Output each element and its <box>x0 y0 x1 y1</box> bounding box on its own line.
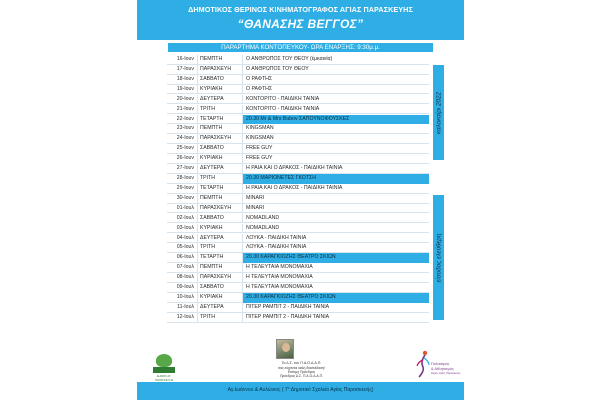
schedule-day: ΣΑΒΒΑΤΟ <box>197 214 243 224</box>
culture-logo-line-2: & Αθλητισμός <box>431 367 454 371</box>
schedule-film: Η ΡΑΙΑ ΚΑΙ Ο ΔΡΑΚΟΣ - ΠΑΙΔΙΚΗ ΤΑΙΝΙΑ <box>246 184 343 191</box>
cinema-title: ΔΗΜΟΤΙΚΟΣ ΘΕΡΙΝΟΣ ΚΙΝΗΜΑΤΟΓΡΑΦΟΣ ΑΓΙΑΣ ΠΑΡΑΣΚΕΥΗΣ <box>188 5 413 14</box>
schedule-date: 26-Ιουν <box>176 155 194 162</box>
schedule-film: ΚΟΝΤΟΡΙΤΟ - ΠΑΙΔΙΚΗ ΤΑΙΝΙΑ <box>246 105 320 112</box>
schedule-day: ΔΕΥΤΕΡΑ <box>197 164 243 174</box>
schedule-day: ΠΕΜΠΤΗ <box>197 194 243 204</box>
schedule-day: ΔΕΥΤΕΡΑ <box>197 234 243 244</box>
signature-line-1: Τα Δ.Σ. του Π.Α.Ο.Δ.Α.Π. <box>281 361 322 365</box>
municipality-logo <box>153 354 175 382</box>
schedule-row <box>167 95 429 105</box>
culture-logo-line-1: Πολιτισμός <box>431 362 450 366</box>
schedule-row <box>167 313 429 323</box>
schedule-row <box>167 124 429 134</box>
schedule-day: ΚΥΡΙΑΚΗ <box>197 293 243 303</box>
president-photo <box>276 339 294 359</box>
schedule-row <box>167 85 429 95</box>
schedule-row <box>167 115 429 125</box>
schedule-date: 23-Ιουν <box>176 125 194 132</box>
schedule-row <box>167 303 429 313</box>
schedule-date: 27-Ιουν <box>176 165 194 172</box>
schedule-day: ΚΥΡΙΑΚΗ <box>197 154 243 164</box>
side-label-season-text: καλοκαίρι 2022 <box>435 91 442 134</box>
schedule-event: 20.30 ΚΑΡΑΓΚΙΟΖΗΣ ΘΕΑΤΡΟ ΣΚΙΩΝ <box>243 293 429 303</box>
schedule-film: ΠΙΤΕΡ ΡΑΜΠΙΤ 2 - ΠΑΙΔΙΚΗ ΤΑΙΝΙΑ <box>246 304 330 310</box>
schedule-row <box>167 105 429 115</box>
schedule-row <box>167 134 429 144</box>
tree-icon <box>156 354 172 367</box>
schedule-day: ΠΑΡΑΣΚΕΥΗ <box>197 134 243 144</box>
schedule-film: Η ΤΕΛΕΥΤΑΙΑ ΜΟΝΟΜΑΧΙΑ <box>246 274 313 281</box>
schedule-film: ΛΟΥΚΑ - ΠΑΙΔΙΚΗ ΤΑΙΝΙΑ <box>246 244 307 251</box>
schedule-row <box>167 243 429 253</box>
schedule-event: 20.30 ΜΑΡΙΟΝΕΤΕΣ ΓΚΟΤΣΗ <box>243 174 429 184</box>
schedule-row <box>167 184 429 194</box>
schedule-row <box>167 65 429 75</box>
schedule-date: 22-Ιουν <box>176 115 194 122</box>
schedule-date: 12-Ιουλ <box>176 313 194 320</box>
schedule-date: 07-Ιουλ <box>176 264 194 271</box>
schedule-film: NOMADLAND <box>246 224 280 231</box>
schedule-row <box>167 174 429 184</box>
schedule-row <box>167 283 429 293</box>
schedule-film: ΚΟΝΤΟΡΙΤΟ - ΠΑΙΔΙΚΗ ΤΑΙΝΙΑ <box>246 95 320 102</box>
schedule-film: Η ΡΑΙΑ ΚΑΙ Ο ΔΡΑΚΟΣ - ΠΑΙΔΙΚΗ ΤΑΙΝΙΑ <box>246 165 343 172</box>
schedule-day: ΔΕΥΤΕΡΑ <box>197 303 243 313</box>
cinema-name: “ΘΑΝΑΣΗΣ ΒΕΓΓΟΣ” <box>237 17 364 31</box>
schedule-row <box>167 55 429 65</box>
schedule-day: ΤΕΤΑΡΤΗ <box>197 184 243 194</box>
schedule-date: 28-Ιουν <box>176 175 194 182</box>
poster-header <box>137 0 464 40</box>
schedule-row <box>167 214 429 224</box>
schedule-film: MINARI <box>246 204 265 211</box>
schedule-day: ΚΥΡΙΑΚΗ <box>197 85 243 95</box>
schedule-date: 04-Ιουλ <box>176 234 194 241</box>
schedule-film: Η ΤΕΛΕΥΤΑΙΑ ΜΟΝΟΜΑΧΙΑ <box>246 284 313 291</box>
schedule-date: 25-Ιουν <box>176 145 194 152</box>
schedule-film: Ο ΡΑΦΤΗΣ <box>246 75 273 82</box>
signature-line-2: σας εύχονται καλή διασκέδαση! <box>277 366 326 370</box>
schedule-day: ΠΕΜΠΤΗ <box>197 55 243 65</box>
schedule-date: 09-Ιουλ <box>176 284 194 291</box>
schedule-date: 17-Ιουν <box>176 65 194 72</box>
schedule-day: ΠΕΜΠΤΗ <box>197 263 243 273</box>
schedule-day: ΣΑΒΒΑΤΟ <box>197 144 243 154</box>
schedule-row <box>167 204 429 214</box>
schedule-day: ΠΕΜΠΤΗ <box>197 124 243 134</box>
poster <box>137 0 464 400</box>
schedule-day: ΤΡΙΤΗ <box>197 313 243 323</box>
schedule-date: 08-Ιουλ <box>176 274 194 281</box>
schedule-film: MINARI <box>246 194 265 201</box>
schedule-day: ΠΑΡΑΣΚΕΥΗ <box>197 204 243 214</box>
schedule-film: Ο ΑΝΘΡΩΠΟΣ ΤΟΥ ΘΕΟΥ <box>246 65 309 72</box>
schedule-date: 19-Ιουν <box>176 85 194 92</box>
culture-logo-line-3: Δήμος Αγίας Παρασκευής <box>431 372 461 375</box>
schedule-film: NOMADLAND <box>246 214 280 221</box>
schedule-film: KINGSMAN <box>246 125 274 132</box>
signature-line-3: Επίτιμη Πρόεδρος <box>287 370 316 374</box>
schedule-row <box>167 224 429 234</box>
schedule-date: 03-Ιουλ <box>176 224 194 231</box>
municipality-logo-text: ΔΗΜΟΣ ΑΓ. ΠΑΡΑΣΚΕΥΗΣ <box>154 374 174 382</box>
side-label-admission-text: είσοδος ελεύθερη <box>435 233 442 282</box>
schedule-day: ΔΕΥΤΕΡΑ <box>197 95 243 105</box>
schedule-row <box>167 144 429 154</box>
culture-sports-logo <box>416 350 464 382</box>
schedule-film: FREE GUY <box>246 155 273 162</box>
schedule-day: ΚΥΡΙΑΚΗ <box>197 224 243 234</box>
schedule-date: 11-Ιουλ <box>177 304 194 310</box>
signature-line-4: Πρόεδρος Δ.Σ. Π.Α.Ο.Δ.Α.Π. <box>279 374 324 378</box>
schedule-film: KINGSMAN <box>246 135 274 142</box>
schedule-row <box>167 154 429 164</box>
schedule-day: ΠΑΡΑΣΚΕΥΗ <box>197 273 243 283</box>
signature-block <box>244 339 359 379</box>
schedule-film: Ο ΑΝΘΡΩΠΟΣ ΤΟΥ ΘΕΟΥ (έμκαινία) <box>246 56 333 62</box>
schedule-film: Ο ΡΑΦΤΗΣ <box>246 85 273 92</box>
schedule-date: 30-Ιουν <box>176 194 194 201</box>
schedule-day: ΤΕΤΑΡΤΗ <box>197 115 243 125</box>
schedule-date: 24-Ιουν <box>176 135 194 142</box>
schedule-film: FREE GUY <box>246 145 273 152</box>
schedule-date: 10-Ιουλ <box>176 294 194 301</box>
schedule-date: 21-Ιουν <box>176 105 194 112</box>
schedule-row <box>167 75 429 85</box>
schedule-film: Η ΤΕΛΕΥΤΑΙΑ ΜΟΝΟΜΑΧΙΑ <box>246 264 313 271</box>
schedule-date: 16-Ιουν <box>176 56 194 62</box>
schedule-day: ΤΡΙΤΗ <box>197 243 243 253</box>
schedule-event: 20.30 ΚΑΡΑΓΚΙΟΖΗΣ ΘΕΑΤΡΟ ΣΚΙΩΝ <box>243 253 429 263</box>
schedule-date: 01-Ιουλ <box>176 204 194 211</box>
schedule-film: ΛΟΥΚΑ - ΠΑΙΔΙΚΗ ΤΑΙΝΙΑ <box>246 234 307 241</box>
schedule-row <box>167 164 429 174</box>
schedule-date: 02-Ιουλ <box>176 214 194 221</box>
schedule-day: ΤΕΤΑΡΤΗ <box>197 253 243 263</box>
schedule-date: 06-Ιουλ <box>176 254 194 261</box>
schedule-row <box>167 194 429 204</box>
schedule-row <box>167 273 429 283</box>
schedule-day: ΤΡΙΤΗ <box>197 174 243 184</box>
schedule-day: ΣΑΒΒΑΤΟ <box>197 75 243 85</box>
schedule-date: 18-Ιουν <box>176 75 194 82</box>
schedule-row <box>167 263 429 273</box>
schedule-date: 29-Ιουν <box>176 184 194 191</box>
schedule-day: ΣΑΒΒΑΤΟ <box>197 283 243 293</box>
dancer-icon <box>416 350 430 378</box>
schedule-date: 05-Ιουλ <box>176 244 194 251</box>
side-label-season <box>433 65 444 160</box>
footer-address-text: Αγ.Ιωάννου & Αυλώνιος ( 7° Δημοτικό Σχολείο Αγίας Παρασκευής) <box>227 387 374 393</box>
schedule-day: ΠΑΡΑΣΚΕΥΗ <box>197 65 243 75</box>
schedule-row <box>167 293 429 303</box>
branch-info: ΠΑΡΑΡΤΗΜΑ ΚΟΝΤΟΠΕΥΚΟΥ- ΩΡΑ ΕΝΑΡΞΗΣ: 9:30μ.μ. <box>168 43 433 52</box>
footer-address <box>137 382 464 400</box>
side-label-admission <box>433 195 444 320</box>
schedule-day: ΤΡΙΤΗ <box>197 105 243 115</box>
schedule-row <box>167 253 429 263</box>
schedule-event: 20.30 Mr & Mrs Bubov ΣΑΠΟΥΝΟΦΟΥΣΚΕΣ <box>243 115 429 125</box>
schedule-date: 20-Ιουν <box>176 95 194 102</box>
schedule-film: ΠΙΤΕΡ ΡΑΜΠΙΤ 2 - ΠΑΙΔΙΚΗ ΤΑΙΝΙΑ <box>246 313 330 320</box>
schedule-row <box>167 234 429 244</box>
